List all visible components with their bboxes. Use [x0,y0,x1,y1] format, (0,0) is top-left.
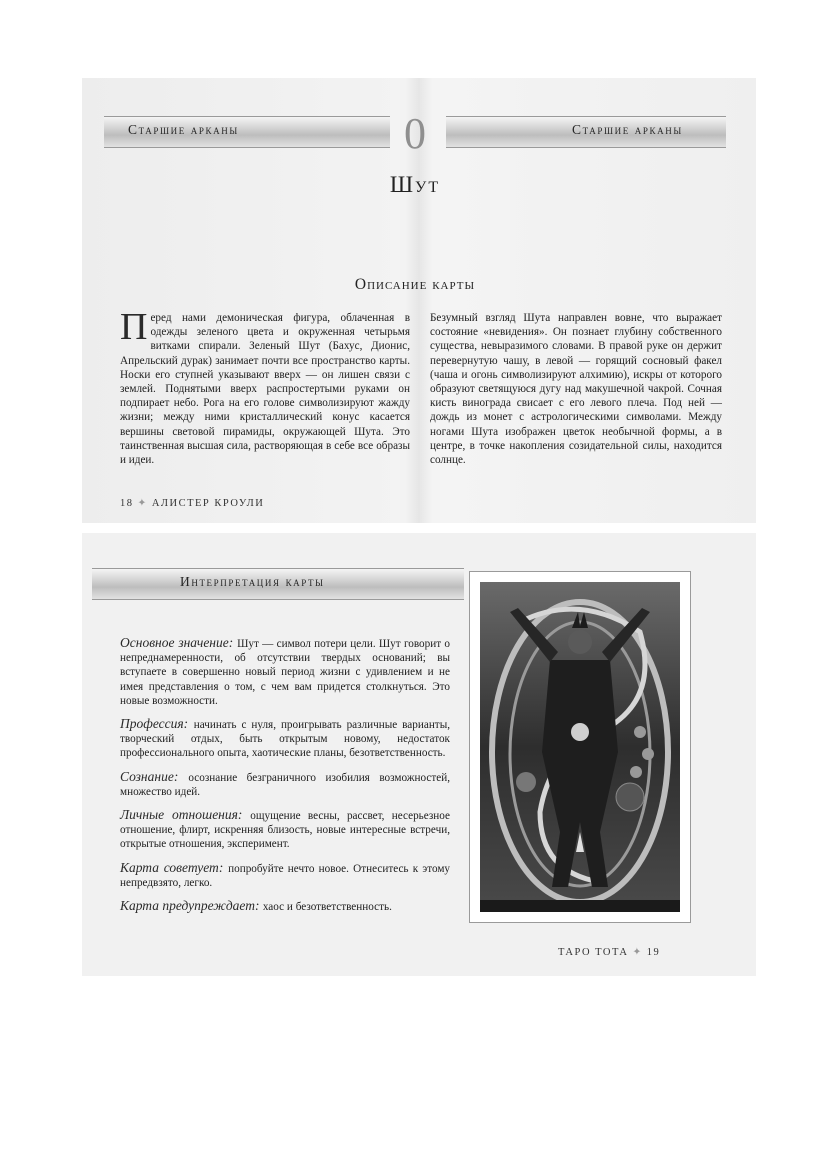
book-title: ТАРО ТОТА [558,947,629,958]
page-number: 19 [646,947,661,958]
description-column-left [120,306,410,467]
entry-term: Профессия [120,716,184,732]
description-column-right: Безумный взгляд Шута направлен вовне, что выражает состояние «невидения». Он познает глубину собственного существа, невыразимого словами. В правой руке он держит перевернутую чашу, в левой — горящий сосновый факел (чаша и огонь символизируют алхимию), искры от которого образуют светящуюся дугу над макушечной чакрой. Сочная кисть винограда свисает с его левого плеча. Под ней — дождь из монет с астрологическими символами. Между ногами Шута изображен цветок необычной формы, а в центре, в точке накопления созидательной силы, находится солнце. [430,312,722,467]
drop-cap: П [120,306,148,348]
entry-term: Карта предупреждает [120,898,255,914]
star-ornament-icon: ✦ [137,498,148,509]
interpretation-entry: Карта предупреждает: хаос и безответственность. [120,898,392,914]
author-name: АЛИСТЕР КРОУЛИ [151,498,265,509]
footer-right [558,946,660,958]
tarot-card-illustration [469,571,691,923]
footer-left [120,497,264,509]
section-title: Описание карты [354,276,476,293]
interpretation-entry: Карта советует: попробуйте нечто новое. Отнеситесь к этому непредвзято, легко. [120,859,451,889]
description-text-left: еред нами демоническая фигура, облаченная в одежды зеленого цвета и окруженная четырьмя витками спирали. Зеленый Шут (Бахус, Дионис, Апрельский дурак) занимает почти все пространство карты. Носки его ступней указывают вверх — он лишен связи с землей. Поднятыми вверх распростертыми руками он подпирает небо. Рога на его голове символизируют жажду жизни; между ними кристаллический конус касается вершины световой пирамиды, окружающей Шута. Это таинственная высшая сила, растворяющая в себе все образы и идеи. [120,312,410,467]
star-ornament-icon: ✦ [632,947,643,958]
page-number: 18 [120,498,134,509]
entry-term: Личные отношения [120,807,238,823]
arcana-number: 0 [404,109,426,158]
entry-text: хаос и безответственность. [262,901,392,914]
interpretation-entry: Личные отношения: ощущение весны, рассвет, несерьезное отношение, флирт, искренняя близость, новые интересные встречи, открытые отношения, эксперимент. [120,807,450,851]
interpretation-entry: Сознание: осознание безграничного изобилия возможностей, множество идей. [120,768,450,798]
running-header-left: Старшие арканы [128,122,239,137]
entry-text: ощущение весны, рассвет, несерьезное отношение, флирт, искренняя близость, новые интересные встречи, открытые отношения, эксперимент. [120,810,450,851]
interpretation-entry: Основное значение: Шут — символ потери цели. Шут говорит о непреднамеренности, об отсутствии твердых оснований; вы вступаете в совершенно новый период жизни с удивлением и не имея представления о том, с чем вам придется столкнуться. Это новые возможности. [120,635,450,707]
interpretation-header: Интерпретация карты [180,574,325,589]
interpretation-block [120,636,450,923]
fool-card-image [480,582,680,912]
running-header-right: Старшие арканы [572,122,683,137]
interpretation-entry: Профессия: начинать с нуля, проигрывать различные варианты, творческий отдых, быть открытым новому, недостаток профессионального опыта, хаотические планы, безответственность. [120,716,451,760]
entry-text: осознание безграничного изобилия возможностей, множество идей. [120,771,450,798]
entry-text: Шут — символ потери цели. Шут говорит о непреднамеренности, об отсутствии твердых оснований; вы вступаете в совершенно новый период жизни с удивлением и не имея представления о том, с чем вам придется столкнуться. Это новые возможности. [120,638,450,707]
entry-text: начинать с нуля, проигрывать различные варианты, творческий отдых, быть открытым новому, недостаток профессионального опыта, хаотические планы, безответственность. [120,719,451,760]
entry-text: попробуйте нечто новое. Отнеситесь к этому непредвзято, легко. [120,862,451,889]
card-title: Шут [389,172,441,197]
entry-term: Карта советует [120,859,219,875]
entry-term: Сознание [120,768,174,784]
entry-term: Основное значение [120,635,229,650]
